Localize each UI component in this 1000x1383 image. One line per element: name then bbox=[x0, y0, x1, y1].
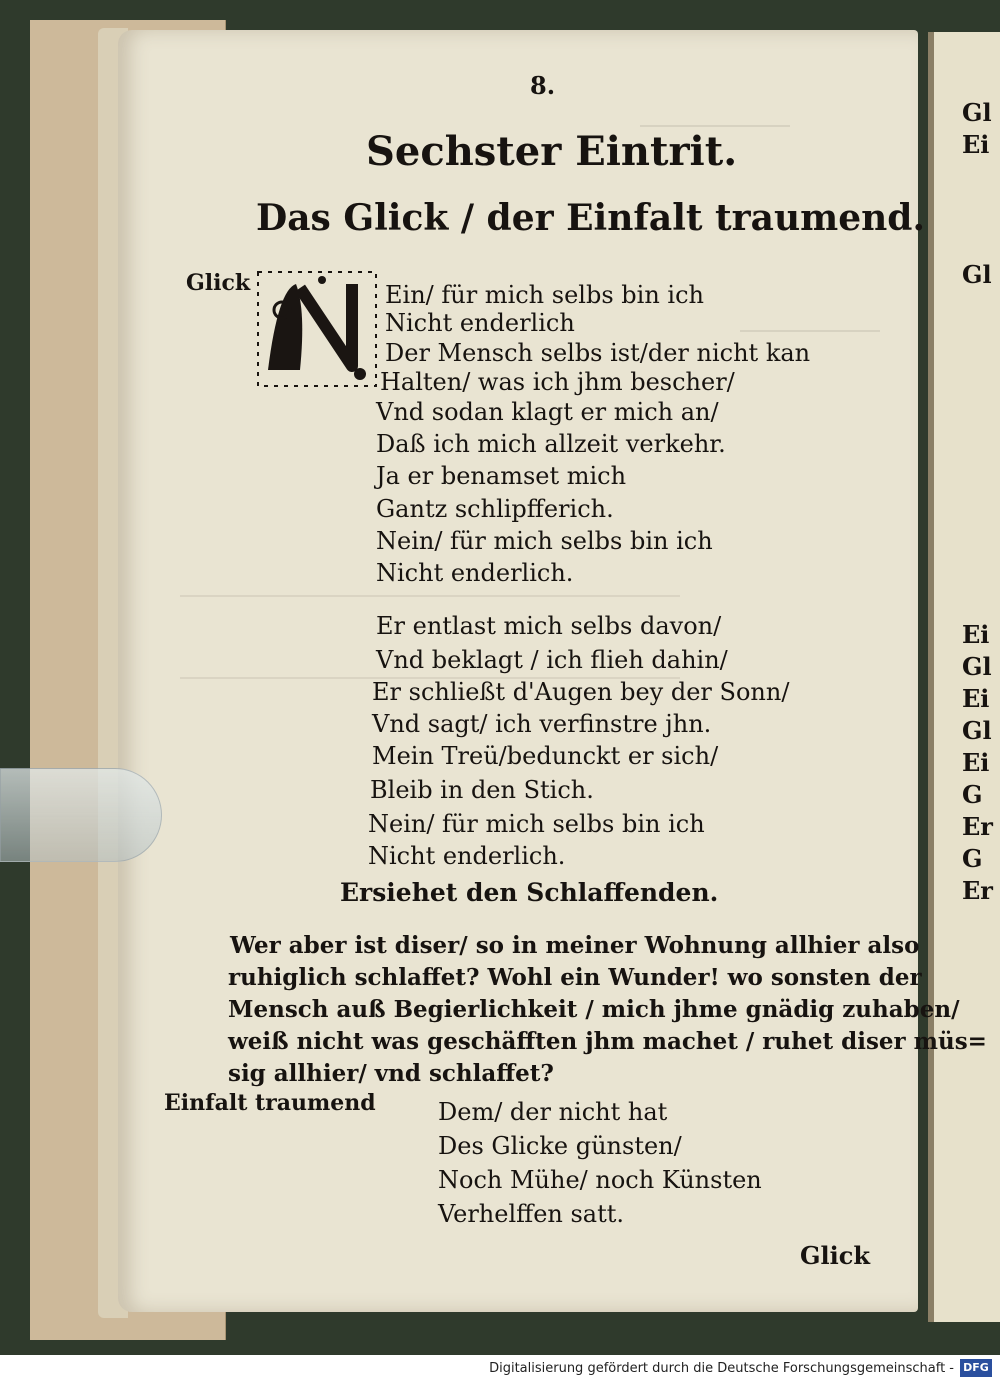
right-page-fragment: Ei bbox=[962, 130, 990, 159]
verse-line: Nein/ für mich selbs bin ich bbox=[368, 810, 705, 838]
act-title: Sechster Eintrit. bbox=[366, 128, 738, 175]
ornamental-drop-cap bbox=[256, 270, 378, 388]
right-page-fragment: Gl bbox=[962, 260, 992, 289]
prose-line: sig allhier/ vnd schlaffet? bbox=[228, 1060, 554, 1087]
right-page-fragment: Gl bbox=[962, 98, 992, 127]
right-page-fragment: Gl bbox=[962, 652, 992, 681]
verse-line: Er entlast mich selbs davon/ bbox=[376, 612, 722, 640]
verse-line: Gantz schlipfferich. bbox=[376, 495, 614, 523]
verse-line: Bleib in den Stich. bbox=[370, 776, 594, 804]
footer-bar bbox=[0, 1355, 1000, 1383]
right-page-fragment: Ei bbox=[962, 620, 990, 649]
verse-line: Nicht enderlich. bbox=[376, 559, 574, 587]
stage-direction: Ersiehet den Schlaffenden. bbox=[340, 878, 719, 907]
right-page-fragment: Er bbox=[962, 812, 993, 841]
speaker-label-einfalt: Einfalt traumend bbox=[164, 1090, 376, 1116]
verse-line: Er schließt d'Augen bey der Sonn/ bbox=[372, 678, 790, 706]
verse-line: Halten/ was ich jhm bescher/ bbox=[380, 368, 735, 396]
right-page-fragment: Er bbox=[962, 876, 993, 905]
catchword: Glick bbox=[800, 1241, 870, 1270]
verse-line: Vnd sodan klagt er mich an/ bbox=[376, 398, 719, 426]
verse-line: Der Mensch selbs ist/der nicht kan bbox=[385, 339, 811, 367]
verse-line: Nicht enderlich. bbox=[368, 842, 566, 870]
speaker-label-glick: Glick bbox=[186, 270, 251, 296]
right-page-fragment: Gl bbox=[962, 716, 992, 745]
verse-line: Verhelffen satt. bbox=[438, 1200, 625, 1228]
verse-line: Dem/ der nicht hat bbox=[438, 1098, 668, 1126]
scene-subtitle: Das Glick / der Einfalt traumend. bbox=[256, 197, 926, 239]
verse-line: Ein/ für mich selbs bin ich bbox=[385, 281, 704, 309]
verse-line: Vnd beklagt / ich flieh dahin/ bbox=[376, 646, 728, 674]
right-page-fragment: Ei bbox=[962, 748, 990, 777]
prose-line: weiß nicht was geschäfften jhm machet / ruhet diser müs= bbox=[228, 1028, 987, 1055]
verse-line: Nein/ für mich selbs bin ich bbox=[376, 527, 713, 555]
verse-line: Des Glicke günsten/ bbox=[438, 1132, 682, 1160]
verse-line: Ja er benamset mich bbox=[376, 462, 627, 490]
page-clip bbox=[0, 768, 162, 862]
prose-line: Mensch auß Begierlichkeit / mich jhme gnädig zuhaben/ bbox=[228, 996, 960, 1023]
verse-line: Nicht enderlich bbox=[385, 309, 575, 337]
verse-line: Vnd sagt/ ich verfinstre jhn. bbox=[372, 710, 712, 738]
funding-notice: Digitalisierung gefördert durch die Deutsche Forschungsgemeinschaft - bbox=[489, 1361, 954, 1376]
right-page-fragment: Ei bbox=[962, 684, 990, 713]
dfg-logo: DFG bbox=[960, 1359, 992, 1377]
page-number: 8. bbox=[530, 71, 556, 100]
right-page-fragment: G bbox=[962, 780, 983, 809]
prose-line: ruhiglich schlaffet? Wohl ein Wunder! wo sonsten der bbox=[228, 964, 922, 991]
verse-line: Mein Treü/bedunckt er sich/ bbox=[372, 742, 719, 770]
verse-line: Noch Mühe/ noch Künsten bbox=[438, 1166, 762, 1194]
prose-line: Wer aber ist diser/ so in meiner Wohnung allhier also bbox=[230, 932, 920, 959]
verse-line: Daß ich mich allzeit verkehr. bbox=[376, 430, 726, 458]
bleed-through-mark bbox=[740, 290, 880, 332]
bleed-through-mark bbox=[640, 95, 790, 127]
right-page-fragment: G bbox=[962, 844, 983, 873]
